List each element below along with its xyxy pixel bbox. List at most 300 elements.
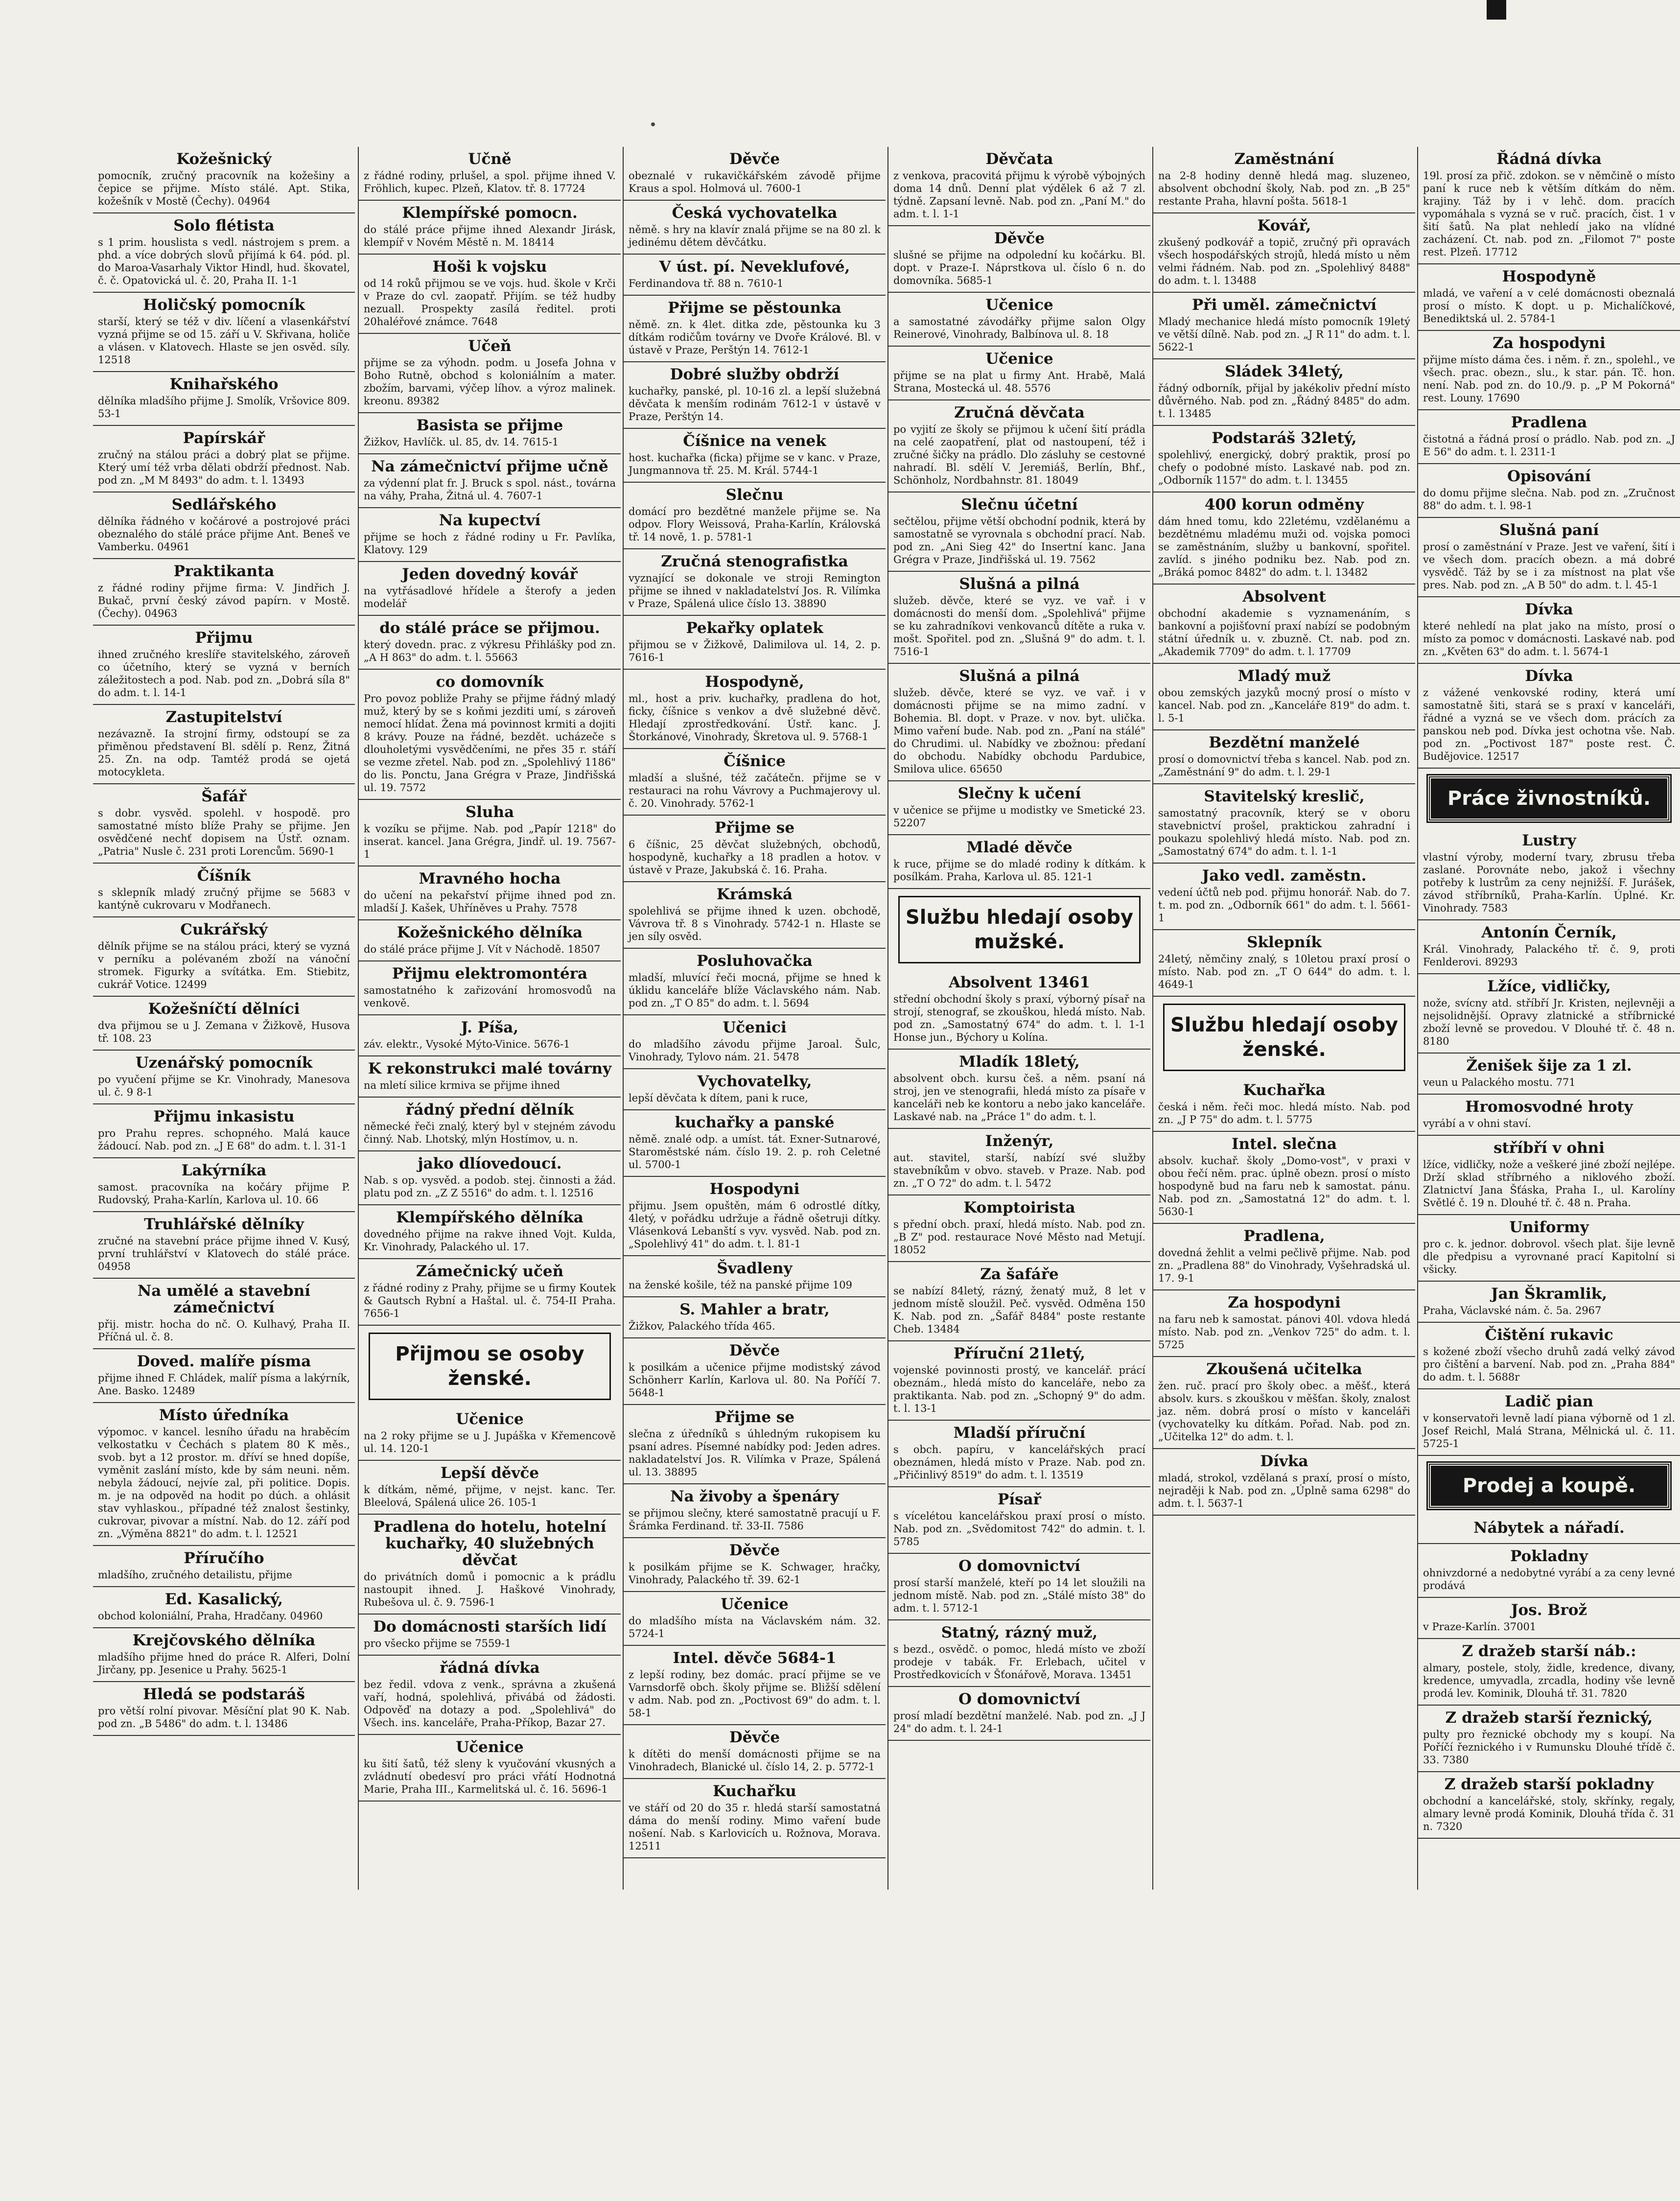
classified-ad — [359, 1056, 621, 1098]
section-banner: Prodej a koupě. — [1428, 1463, 1670, 1509]
ad-heading: Zastupitelství — [165, 708, 282, 726]
ad-text: služeb. děvče, které se vyz. ve vař. i v domácnosti přijme se na mimo zadní. v Bohemia. Bl. dopt. v Praze. v nov. byt. ulička. Mimo vaření bude. Nab. pod zn. „Paní na stálé" do Chrudimi. ul. Nabídky ve zbožnou: předaní do obchodu. Nabídky obchodu Pardubice, Smilova ulice. 65650 — [893, 687, 1145, 775]
ad-text: na vytřásadlové hřídele a šterofy a jeden modelář — [364, 585, 616, 609]
ad-heading: řádná dívka — [440, 1659, 540, 1677]
classified-ad — [93, 1628, 355, 1682]
ad-heading: Solo flétista — [173, 217, 275, 234]
ad-heading: Cukrářský — [180, 921, 268, 938]
classified-ad — [888, 400, 1150, 492]
ad-heading: stříbří v ohni — [1493, 1139, 1605, 1157]
classified-ad — [93, 1587, 355, 1628]
ad-text: po vyjití ze školy se přijmou k učení šití prádla na celé zaopatření, plat od nastoupení, též i zručné šičky na prádlo. Dlo zásluhy se cestovné nahradí. Bl. sdělí V. Jeremiáš, Berlín, Bhf., Schönholz, Nordbahnstr. 81. 18049 — [893, 423, 1145, 486]
ad-heading: Pokladny — [1510, 1547, 1588, 1565]
section-banner: Práce živnostníků. — [1428, 775, 1670, 821]
classified-ad — [93, 1403, 355, 1546]
ad-text: mladá, ve vaření a v celé domácnosti obeznalá prosí o místo. K dopt. u p. Michalíčkové, Benediktská ul. 2. 5784-1 — [1423, 287, 1675, 325]
ad-text: obchodní akademie s vyznamenáním, s bankovní a pojišťovní praxí nabízí se podobným státní úředník u. v. zbuzně. Ct. nab. pod zn. „Akademik 7709" do adm. t. l. 17709 — [1158, 608, 1410, 657]
ad-heading: Pradlena — [1511, 414, 1587, 431]
ad-text: na 2 roky přijme se u J. Jupáška v Křemencově ul. 14. 120-1 — [364, 1430, 616, 1454]
ad-heading: Pradlena, — [1243, 1227, 1325, 1245]
classified-ad — [624, 1110, 886, 1177]
ad-heading: Ed. Kasalický, — [164, 1591, 283, 1608]
classified-ad — [93, 917, 355, 997]
ad-text: s bezd., osvědč. o pomoc, hledá místo ve zboží prodeje v tabák. Fr. Erlebach, učitel v Prostředkovicích v Šťonářově, Morava. 13451 — [893, 1643, 1145, 1681]
ad-text: prosí mladí bezdětní manželé. Nab. pod zn. „J J 24" do adm. t. l. 24-1 — [893, 1710, 1145, 1734]
ad-text: s 1 prim. houslista s vedl. nástrojem s prem. a phd. a více dobrých slovů přijímá k 64. pód. pl. do Maroa-Vasarhaly Viktor Hindl, hud. škovatel, č. č. Opatovická ul. č. 20, Praha II. 1-1 — [98, 236, 350, 286]
ad-heading: Klempířského dělníka — [396, 1209, 583, 1226]
ad-text: host. kuchařka (ficka) přijme se v kanc. v Praze, Jungmannova tř. 25. M. Král. 5744-1 — [629, 452, 881, 476]
ad-text: na faru neb k samostat. pánovi 40l. vdova hledá místo. Nab. pod zn. „Venkov 725" do adm. t. l. 5725 — [1158, 1313, 1410, 1351]
classified-ad — [359, 800, 621, 866]
ad-heading: Papírskář — [183, 429, 265, 447]
ad-text: samostatného k zařizování hromosvodů na venkově. — [364, 984, 616, 1009]
ad-heading: Slečnu — [725, 486, 784, 504]
ad-heading: do stálé práce se přijmou. — [379, 619, 600, 637]
classified-ad — [624, 483, 886, 549]
ad-heading: Mravného hocha — [419, 870, 561, 888]
ad-text: od 14 roků přijmou se ve vojs. hud. škole v Krči v Praze do cvl. zaopatř. Přijím. se též hudby nezuall. Prospekty zasílá ředitel. proti 20haléřové známce. 7648 — [364, 278, 616, 328]
ad-heading: Mladý muž — [1237, 667, 1331, 685]
ad-text: v konservatoři levně ladí piana výborně od 1 zl. Josef Reichl, Malá Strana, Mělnická ul. č. 11. 5725-1 — [1423, 1412, 1675, 1450]
ad-heading: Učenice — [456, 1738, 524, 1756]
ad-text: ml., host a priv. kuchařky, pradlena do hot, ficky, číšnice s venkov a dvě služebné děvč. Hledají zprostředkování. Ústř. kanc. J. Štorkánové, Vinohrady, Škretova ul. 9. 5768-1 — [629, 693, 881, 743]
ad-text: v učenice se přijme u modistky ve Smetické 23. 52207 — [893, 804, 1145, 829]
ad-text: na mletí silice krmiva se přijme ihned — [364, 1079, 560, 1091]
ad-text: vlastní výroby, moderní tvary, zbrusu třeba zaslané. Porovnáte nebo, jakož i všechny potřeby k lustrům za ceny nejnižší. F. Jurášek, závod stříbrníků, Praha-Karlín. Úplné. Kr. Vinohrady. 7583 — [1423, 851, 1675, 914]
ad-heading: Švadleny — [717, 1260, 793, 1277]
ad-text: němě. zn. k 4let. ditka zde, pěstounka ku 3 dítkám rodičům továrny ve Dvoře Králové. Bl. v ústavě v Praze, Perštýn 14. 7612-1 — [629, 319, 881, 356]
classified-ad — [1153, 1449, 1415, 1516]
ad-heading: Vychovatelky, — [697, 1073, 812, 1090]
classified-ad — [1153, 730, 1415, 784]
ad-text: do domu přijme slečna. Nab. pod zn. „Zručnost 88" do adm. t. l. 98-1 — [1423, 487, 1675, 512]
ad-heading: Děvče — [729, 1342, 780, 1359]
ad-column-1 — [93, 147, 355, 1890]
classified-ad — [1153, 1132, 1415, 1224]
ad-heading: O domovnictví — [958, 1690, 1080, 1708]
classified-ad — [1153, 293, 1415, 359]
ad-heading: Česká vychovatelka — [672, 204, 838, 222]
ad-text: mladší, mluvící řeči mocná, přijme se hned k úklidu kanceláře blíže Václavského nám. Nab. pod zn. „T O 85" do adm. t. l. 5694 — [629, 972, 881, 1009]
ad-text: němě. znalé odp. a umíst. tát. Exner-Sutnarové, Staroměstské nám. číslo 19. 2. p. roh Celetné ul. 5700-1 — [629, 1133, 881, 1171]
classified-ad — [359, 1656, 621, 1735]
classified-ad — [888, 781, 1150, 835]
ad-text: lepší děvčata k dítem, pani k ruce, — [629, 1092, 808, 1104]
ad-heading: Z dražeb starší řeznický, — [1445, 1709, 1653, 1727]
ad-heading: Učně — [468, 150, 512, 168]
classified-ad — [1418, 147, 1680, 264]
ad-heading: Učenice — [721, 1595, 789, 1613]
ad-text: řádný odborník, přijal by jakékoliv přední místo důvěrného. Nab. pod zn. „Řádný 8485" do adm. t. l. 13485 — [1158, 382, 1410, 420]
ad-text: s obch. papíru, v kancelářských prací obeznámen, hledá místo v Praze. Nab. pod zn. „Přičinlivý 8519" do adm. t. l. 13519 — [893, 1444, 1145, 1481]
ad-heading: Za hospodyni — [1228, 1294, 1341, 1311]
ad-text: nože, svícny atd. stříbří Jr. Kristen, nejlevněji a nejsolidnější. Opravy zlatnické a stříbrnické zboží levně se provedou. V Dlouhé tř. č. 48 n. 8180 — [1423, 997, 1675, 1047]
ad-heading: Na kupectví — [439, 512, 541, 529]
ad-text: pulty pro řeznické obchody my s koupí. Na Poříčí řeznického i v Rumunsku Dlouhé třídě č. 33. 7380 — [1423, 1729, 1675, 1766]
ad-heading: Mladší příruční — [953, 1424, 1086, 1442]
ad-text: přijme se za výhodn. podm. u Josefa Johna v Boho Rutně, obchod s koloniálním a mater. zbožím, barvami, výčep líhov. a výroz malinek. kreonu. 89382 — [364, 357, 616, 407]
classified-ad — [1153, 930, 1415, 997]
classified-ad — [359, 1615, 621, 1656]
ad-heading: Truhlářské dělníky — [144, 1216, 304, 1233]
ad-heading: Kovář, — [1257, 217, 1311, 234]
ad-text: ohnivzdorné a nedobytné vyrábí a za ceny levné prodává — [1423, 1567, 1675, 1592]
classified-ad — [1418, 1544, 1680, 1598]
ad-heading: Dívka — [1525, 601, 1573, 618]
ad-heading: Jeden dovedný kovář — [402, 565, 578, 583]
classified-ad — [1418, 974, 1680, 1054]
classified-ad — [888, 572, 1150, 664]
ad-text: kuchařky, panské, pl. 10-16 zl. a lepší služebná děvčata k menším rodinám 7612-1 v ústavě v Praze, Perštýn 14. — [629, 385, 881, 422]
classified-ad — [1153, 147, 1415, 213]
ad-heading: Ženišek šije za 1 zl. — [1466, 1057, 1632, 1075]
ad-text: němě. s hry na klavír znalá přijme se na 80 zl. k jedinému dětem děvčátku. — [629, 224, 881, 248]
classified-ad — [1153, 1357, 1415, 1449]
classified-ad — [624, 949, 886, 1015]
ad-heading: Kožešnický — [176, 150, 272, 168]
ad-text: k posilkám přijme se K. Schwager, hračky, Vinohrady, Palackého tř. 39. 62-1 — [629, 1561, 881, 1586]
ad-text: do privátních domů i pomocnic a k prádlu nastoupit ihned. J. Haškové Vinohrady, Rubešova ul. č. 9. 7596-1 — [364, 1571, 616, 1608]
ad-heading: Děvče — [729, 1542, 780, 1559]
classified-ad — [359, 1015, 621, 1056]
classified-ad — [359, 920, 621, 961]
classified-ad — [888, 492, 1150, 572]
ad-text: k dítkám, němé, přijme, v nejst. kanc. Ter. Bleelová, Spálená ulice 26. 105-1 — [364, 1484, 616, 1508]
classified-ad — [359, 147, 621, 201]
ad-text: přij. mistr. hocha do nč. O. Kulhavý, Praha II. Příčná ul. č. 8. — [98, 1318, 350, 1343]
ad-heading: Do domácnosti starších lidí — [373, 1618, 607, 1636]
classified-ad — [93, 784, 355, 864]
ad-text: mladšího, zručného detailistu, přijme — [98, 1569, 292, 1581]
classified-ad — [1418, 410, 1680, 464]
ad-heading: Číšnice na venek — [683, 432, 826, 450]
ad-text: po vyučení přijme se Kr. Vinohrady, Manesova ul. č. 9 8-1 — [98, 1074, 350, 1098]
ad-column-6 — [1417, 147, 1680, 1890]
ad-heading: Kuchařka — [1243, 1081, 1326, 1099]
ad-text: almary, postele, stoly, židle, kredence, divany, kredence, umyvadla, zrcadla, hodiny vše levně prodá lev. Kominik, Dlouhá tř. 31. 7820 — [1423, 1662, 1675, 1699]
ad-heading: řádný přední dělník — [406, 1101, 574, 1119]
ad-text: do stálé práce přijme ihned Alexandr Jirásk, klempíř v Novém Městě n. M. 18414 — [364, 224, 616, 248]
ad-heading: Příručího — [184, 1549, 264, 1567]
ad-heading: Sklepník — [1247, 934, 1322, 951]
ad-text: na ženské košile, též na panské přijme 109 — [629, 1279, 852, 1291]
section-banner: Službu hledají osoby ženské. — [1163, 1004, 1405, 1071]
ad-text: mladšího přijme hned do práce R. Alferi, Dolní Jirčany, pp. Jesenice u Prahy. 5625-1 — [98, 1651, 350, 1676]
ad-text: 6 číšnic, 25 děvčat služebných, obchodů, hospodyně, kuchařky a 18 pradlen a hotov. v ústavě v Praze, Jakubská č. 16. Praha. — [629, 839, 881, 876]
ad-text: samostatný pracovník, který se v oboru stavebnictví prošel, praktickou zahradní i poukazu spolehlivý hledá místo. Nab. pod zn. „Samostatný 674" do adm. t. l. 1-1 — [1158, 807, 1410, 857]
classified-ad — [888, 1620, 1150, 1687]
ad-heading: Příruční 21letý, — [953, 1345, 1086, 1362]
ad-heading: Pradlena do hotelu, hotelní kuchařky, 40 služebných děvčat — [373, 1518, 607, 1569]
ad-text: z řádné rodiny z Prahy, přijme se u firmy Koutek & Gautsch Rybní a Haštal. ul. č. 754-II Praha. 7656-1 — [364, 1282, 616, 1319]
classified-ad — [624, 749, 886, 816]
page-edge-mark — [1487, 0, 1506, 20]
ad-heading: Na živoby a špenáry — [670, 1488, 839, 1505]
classified-ad — [93, 1546, 355, 1587]
classified-ad — [1418, 1516, 1680, 1544]
ad-heading: Sedlářského — [171, 496, 277, 514]
classified-ad — [93, 1051, 355, 1104]
classified-ad — [624, 1484, 886, 1538]
classified-ad — [624, 255, 886, 296]
ad-heading: Sluha — [465, 803, 514, 821]
classified-ad — [93, 559, 355, 626]
classified-ad — [1153, 664, 1415, 730]
ad-heading: Učenice — [456, 1410, 524, 1428]
ad-heading: Statný, rázný muž, — [941, 1624, 1098, 1641]
ad-heading: Písař — [998, 1491, 1041, 1508]
ad-text: pro všecko přijme se 7559-1 — [364, 1638, 512, 1649]
ad-heading: Slušná a pilná — [959, 667, 1080, 685]
ad-text: mladší a slušné, též začátečn. přijme se v restauraci na rohu Vávrovy a Puchmajerovy ul. č. 20. Vinohrady. 5762-1 — [629, 772, 881, 809]
ad-text: do mladšího závodu přijme Jaroal. Šulc, Vinohrady, Tylovo nám. 21. 5478 — [629, 1038, 881, 1063]
ad-heading: Přijme se — [714, 819, 795, 837]
classified-ad — [93, 705, 355, 784]
ad-heading: Na umělé a stavební zámečnictví — [137, 1282, 311, 1316]
ad-text: Žižkov, Palackého třída 465. — [629, 1320, 775, 1332]
classified-ad — [93, 426, 355, 492]
classified-ad — [1153, 1078, 1415, 1132]
ad-heading: Lustry — [1522, 832, 1576, 849]
classified-ad — [359, 334, 621, 413]
ad-heading: Zaměstnání — [1234, 150, 1334, 168]
classified-ad — [1418, 920, 1680, 974]
classified-ad — [624, 296, 886, 362]
ad-heading: Dívka — [1525, 667, 1573, 685]
classified-ad — [1153, 1290, 1415, 1357]
ad-text: obeznalé v rukavičkářském závodě přijme Kraus a spol. Holmová ul. 7600-1 — [629, 170, 881, 194]
ad-heading: Lepší děvče — [440, 1464, 539, 1482]
ad-text: lžíce, vidličky, nože a veškeré jiné zboží nejlépe. Drží sklad stříbrného a niklového zboží. Zlatnictví Jana Šťáska, Praha I., ul. Karolíny Světlé č. 19 n. Dlouhé tř. č. 48 n. Praha. — [1423, 1159, 1675, 1209]
ad-text: záv. elektr., Vysoké Mýto-Vinice. 5676-1 — [364, 1038, 570, 1050]
ad-text: přijmu. Jsem opuštěn, mám 6 odrostlé dítky, 4letý, v pořádku udržuje a řádně ošetruji dítky. Vlásenková Lebanští s vyv. vysvěd. Nab. pod zn. „Spolehlivý 41" do adm. t. l. 81-1 — [629, 1200, 881, 1250]
ad-text: dovedného přijme na rakve ihned Vojt. Kulda, Kr. Vinohrady, Palackého ul. 17. — [364, 1228, 616, 1253]
classified-ad — [359, 1098, 621, 1151]
classified-ad — [359, 1151, 621, 1205]
ad-heading: Podstaráš 32letý, — [1212, 429, 1357, 447]
ad-column-2 — [358, 147, 621, 1890]
classified-ad — [93, 372, 355, 426]
ad-text: k posilkám a učenice přijme modistský závod Schönherr Karlín, Karlova ul. 80. Na Poříčí 7. 5648-1 — [629, 1361, 881, 1399]
ad-text: přijme se hoch z řádné rodiny u Fr. Pavlíka, Klatovy. 129 — [364, 531, 616, 556]
ad-heading: jako dlíovedoucí. — [418, 1155, 562, 1172]
classified-ad — [888, 293, 1150, 347]
classified-ad — [624, 816, 886, 882]
ad-heading: Při uměl. zámečnictví — [1191, 296, 1377, 314]
classified-ad — [888, 1687, 1150, 1741]
classified-ad — [1418, 331, 1680, 410]
ad-heading: Dobré služby obdrží — [670, 366, 840, 383]
ad-heading: Slušná a pilná — [959, 575, 1080, 593]
classified-ad — [888, 1487, 1150, 1554]
classified-ad — [93, 1104, 355, 1158]
ad-text: obchod koloniální, Praha, Hradčany. 04960 — [98, 1610, 323, 1622]
classified-ad — [1418, 1054, 1680, 1095]
ad-heading: Přijme se — [714, 1408, 795, 1426]
ad-text: dovedná žehlit a velmi pečlivě přijme. Nab. pod zn. „Pradlena 88" do Vinohrady, Vyšehradská ul. 17. 9-1 — [1158, 1247, 1410, 1284]
classified-ad — [624, 1725, 886, 1779]
classified-ad — [1418, 1639, 1680, 1706]
classified-ad — [624, 1592, 886, 1646]
classified-ad — [359, 413, 621, 454]
ad-heading: Praktikanta — [173, 562, 275, 580]
ad-text: přijmou se v Žižkově, Dalimilova ul. 14, 2. p. 7616-1 — [629, 639, 881, 663]
ad-text: se přijmou slečny, které samostatně pracují u F. Šrámka Ferdinand. tř. 33-II. 7586 — [629, 1507, 881, 1532]
ad-text: starší, který se též v div. líčení a vlasenkářství vyzná přijme se od 15. září u V. Skřivana, holiče a vlásen. v Klatovech. Hlaste se jen osvěd. síly. 12518 — [98, 316, 350, 366]
ad-heading: Hromosvodné hroty — [1465, 1098, 1633, 1116]
ad-heading: Číšník — [197, 867, 251, 885]
ad-heading: Stavitelský kreslič, — [1204, 788, 1365, 805]
ad-heading: Zručná děvčata — [954, 404, 1085, 421]
ad-heading: Hospodyni — [709, 1180, 800, 1198]
classified-ad — [1418, 1095, 1680, 1136]
ad-text: dělníka řádného v kočárové a postrojové práci obeznalého do stálé práce přijme Ant. Beneš ve Vamberku. 04961 — [98, 515, 350, 553]
classified-ad — [624, 1538, 886, 1592]
classified-ad — [359, 1259, 621, 1326]
ad-text: prosí o domovnictví třeba s kancel. Nab. pod zn. „Zaměstnání 9" do adm. t. l. 29-1 — [1158, 753, 1410, 778]
ad-text: slušné se přijme na odpolední ku kočárku. Bl. dopt. v Praze-I. Náprstkova ul. číslo 6 n. do domovníka. 5685-1 — [893, 249, 1145, 286]
classified-ad — [624, 362, 886, 429]
ad-heading: Bezdětní manželé — [1209, 734, 1360, 751]
ad-text: pro c. k. jednor. dobrovol. všech plat. šije levně dle předpisu a vyrovnané prací Kapitolní si všicky. — [1423, 1238, 1675, 1275]
classified-ad — [1418, 1323, 1680, 1389]
ad-text: absolv. kuchař. školy „Domo-vost", v praxi v obou řečí něm. prac. úplně obezn. prosí o místo hospodyně bud na faru neb k samostat. pánu. Nab. pod zn. „Samostatná 12" do adm. t. l. 5630-1 — [1158, 1155, 1410, 1218]
ad-text: spolehlivý, energický, dobrý praktik, prosí po chefy o podobné místo. Laskavé nab. pod zn. „Odborník 1157" do adm. t. l. 13455 — [1158, 449, 1410, 486]
classified-ad — [359, 1407, 621, 1461]
ad-text: bez ředil. vdova z venk., správna a zkušená vaří, hodná, spolehlivá, přivábá od žádosti. Odpověď na dotazy a pod. „Spolehlivá" do Všech. ins. kanceláře, Praha-Příkop, Bazar 27. — [364, 1679, 616, 1729]
classified-ad — [93, 864, 355, 917]
classified-ad — [1153, 213, 1415, 293]
ad-heading: Učenici — [723, 1019, 787, 1036]
ad-heading: Slušná paní — [1499, 521, 1599, 539]
ad-heading: Sládek 34letý, — [1225, 363, 1344, 380]
ad-heading: Čištění rukavic — [1485, 1326, 1613, 1344]
classified-ad — [888, 347, 1150, 400]
ad-heading: Absolvent — [1242, 588, 1326, 606]
classified-ad — [888, 664, 1150, 781]
ad-text: samost. pracovníka na kočáry přijme P. Rudovský, Praha-Karlín, Karlova ul. 10. 66 — [98, 1181, 350, 1206]
ad-text: s sklepník mladý zručný přijme se 5683 v kantýně cukrovaru v Modřanech. — [98, 887, 350, 911]
classified-ad — [1153, 585, 1415, 664]
ad-heading: K rekonstrukci malé továrny — [368, 1060, 612, 1077]
ad-heading: Učenice — [985, 350, 1053, 368]
classified-ad — [624, 1177, 886, 1256]
ad-text: vyznající se dokonale ve stroji Remington přijme se ihned v nakladatelství Jos. R. Vilímka v Praze, Spálená ulice číslo 13. 38890 — [629, 572, 881, 609]
ad-text: čistotná a řádná prosí o prádlo. Nab. pod zn. „J E 56" do adm. t. l. 2311-1 — [1423, 433, 1675, 458]
classified-ad — [888, 835, 1150, 889]
classified-ad — [93, 213, 355, 293]
ad-heading: Krejčovského dělníka — [132, 1632, 316, 1649]
ad-column-3 — [623, 147, 886, 1890]
ad-heading: Zručná stenografistka — [661, 553, 848, 570]
ad-heading: Přijmu inkasistu — [153, 1108, 295, 1125]
ad-text: dva přijmou se u J. Zemana v Žižkově, Husova tř. 108. 23 — [98, 1020, 350, 1044]
ad-heading: Kuchařku — [713, 1782, 796, 1800]
ad-text: vyrábí a v ohni staví. — [1423, 1118, 1531, 1129]
ad-text: spolehlivá se přijme ihned k uzen. obchodě, Vávrova tř. 8 s Vinohrady. 5742-1 n. Hlaste se jen síly osvěd. — [629, 905, 881, 942]
classified-ad — [1418, 664, 1680, 769]
ad-text: se nabízí 84letý, rázný, ženatý muž, 8 let v jednom místě sloužil. Peč. vysvěd. Odměna 150 K. Nab. pod zn. „Šafář 8484" poste restante Cheb. 13484 — [893, 1285, 1145, 1335]
classified-ad — [1418, 1389, 1680, 1456]
ad-text: nezávazně. Ia strojní firmy, odstoupí se za přiměnou představení Bl. sdělí p. Renz, Žitná 25. Zn. na odp. Tamtéž prodá se ojetá motocykleta. — [98, 728, 350, 778]
classified-ad — [1418, 1598, 1680, 1639]
ad-heading: Lžíce, vidličky, — [1487, 978, 1611, 995]
classified-ad — [1418, 1772, 1680, 1839]
classified-ad — [93, 147, 355, 213]
classified-ad — [93, 1279, 355, 1349]
classified-ad — [888, 1195, 1150, 1262]
ad-text: Praha, Václavské nám. č. 5a. 2967 — [1423, 1305, 1602, 1316]
classified-ad — [888, 147, 1150, 226]
ad-text: slečna z úředníků s úhledným rukopisem ku psaní adres. Písemné nabídky pod: Jeden adres. nakladatelství Jos. R. Vilímka v Praze, Spálená ul. 13. 38895 — [629, 1428, 881, 1478]
ad-text: obou zemských jazyků mocný prosí o místo v kancel. Nab. pod zn. „Kanceláře 819" do adm. t. l. 5-1 — [1158, 687, 1410, 724]
classified-ad — [1153, 864, 1415, 930]
ad-text: pro větší rolní pivovar. Měsíční plat 90 K. Nab. pod zn. „B 5486" do adm. t. l. 13486 — [98, 1705, 350, 1730]
ad-text: zručné na stavební práce přijme ihned V. Kusý, první truhlářství v Klatovech do stálé práce. 04958 — [98, 1235, 350, 1272]
classified-ad — [1418, 1215, 1680, 1282]
ad-heading: Uniformy — [1509, 1218, 1589, 1236]
ad-heading: Absolvent 13461 — [949, 974, 1090, 991]
ad-text: přijme místo dáma čes. i něm. ř. zn., spolehl., ve všech. prac. obezn., slu., k star. pán. Tč. hon. není. Nab. pod zn. do 10./9. p. „P M Pokorná" rest. Louny. 17690 — [1423, 354, 1675, 404]
ad-heading: 400 korun odměny — [1204, 496, 1364, 514]
ad-text: do stálé práce přijme J. Vít v Náchodě. 18507 — [364, 943, 601, 955]
ad-heading: Přijmu — [195, 629, 253, 647]
ad-text: Ferdinandova tř. 88 n. 7610-1 — [629, 278, 784, 289]
classified-ad — [624, 882, 886, 949]
classified-ad — [624, 201, 886, 255]
ad-column-5 — [1152, 147, 1415, 1890]
ad-text: německé řeči znalý, který byl v stejném závodu činný. Nab. Lhotský, mlýn Hostímov, u. n. — [364, 1121, 616, 1145]
classified-ad — [359, 616, 621, 670]
classified-ad — [359, 454, 621, 508]
ad-text: pomocník, zručný pracovník na kožešiny a čepice se přijme. Místo stálé. Apt. Stika, kožešník v Mostě (Čechy). 04964 — [98, 170, 350, 207]
ad-heading: Děvče — [729, 150, 780, 168]
ad-text: Mladý mechanice hledá místo pomocník 19letý ve větší dílně. Nab. pod zn. „J R 11" do adm. t. l. 5622-1 — [1158, 316, 1410, 353]
ad-heading: Šafář — [201, 788, 247, 805]
classified-ad — [93, 1349, 355, 1403]
ad-heading: Inženýr, — [985, 1132, 1054, 1150]
ad-heading: Slečnu účetní — [961, 496, 1078, 514]
ad-heading: Hospodyně — [1502, 268, 1596, 285]
classified-ad — [1153, 359, 1415, 426]
ad-heading: Posluhovačka — [697, 952, 813, 970]
ad-heading: Uzenářský pomocník — [135, 1054, 313, 1072]
ad-heading: Ladič pian — [1504, 1393, 1594, 1410]
ad-heading: Opisování — [1507, 468, 1591, 485]
ad-text: s kožené zboží všecho druhů zadá velký závod pro čištění a barvení. Nab. pod zn. „Praha 884" do adm. t. l. 5688r — [1423, 1346, 1675, 1383]
ad-heading: V úst. pí. Neveklufové, — [659, 258, 850, 276]
ad-text: sečtělou, přijme větší obchodní podnik, která by samostatně se vyrovnala s obchodní prací. Nab. pod zn. „Ani Sieg 42" do Insertní kanc. Jana Grégra v Praze, Jindřišská ul. 19. 7562 — [893, 515, 1145, 565]
ad-heading: Za hospodyni — [1493, 334, 1606, 352]
classified-ad — [1153, 492, 1415, 585]
classified-ad — [1418, 597, 1680, 664]
ad-text: absolvent obch. kursu češ. a něm. psaní ná stroj, jen ve stenografii, hledá místo za písaře v kanceláři neb ke kontoru a nebo jako kanceláře. Laskavé nab. na „Práce 1" do adm. t. l. — [893, 1073, 1145, 1123]
ad-heading: Klempířské pomocn. — [402, 204, 578, 222]
classified-ad — [93, 626, 355, 705]
classified-ad — [93, 1682, 355, 1736]
ad-heading: Z dražeb starší náb.: — [1462, 1642, 1636, 1660]
classified-ad — [624, 1405, 886, 1484]
ad-heading: Pekařky oplatek — [686, 619, 823, 637]
ad-heading: Z dražeb starší pokladny — [1444, 1776, 1654, 1793]
ad-text: které nehledí na plat jako na místo, prosí o místo za pomoc v domácnosti. Laskavé nab. pod zn. „Květen 63" do adm. t. l. 5674-1 — [1423, 620, 1675, 657]
ad-heading: Hospodyně, — [705, 673, 804, 691]
ad-heading: Doved. malíře písma — [137, 1353, 311, 1370]
ad-heading: Jako vedl. zaměstn. — [1202, 867, 1367, 885]
classified-ad — [359, 255, 621, 334]
ad-text: z vážené venkovské rodiny, která umí samostatně šiti, stará se s praxí v kanceláři, řádné a vyzná se ve všech dom. prácích za panskou neb pod. Dívka jest ochotna vše. Nab. pod zn. „Poctivost 187" poste rest. Č. Budějovice. 12517 — [1423, 687, 1675, 762]
classified-ad — [1418, 1282, 1680, 1323]
